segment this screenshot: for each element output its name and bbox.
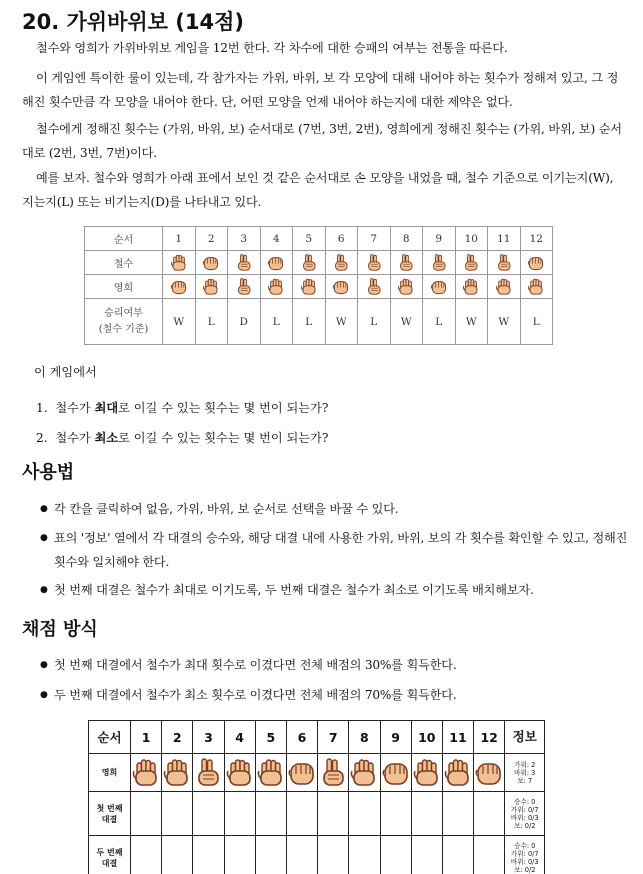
match-1-row [89, 792, 545, 836]
match-2-cell-8[interactable] [349, 836, 380, 874]
younghee-info-scissors: 가위: 2 [514, 760, 536, 769]
rock-hand-icon [267, 254, 285, 272]
rock-hand-icon [527, 254, 545, 272]
match-2-cell-5[interactable] [255, 836, 286, 874]
example-hand-cell [520, 275, 553, 299]
paper-hand-icon [170, 254, 188, 272]
interactive-num-cell: 6 [286, 721, 317, 754]
problem-paragraph-2: 이 게임엔 특이한 룰이 있는데, 각 참가자는 가위, 바위, 보 각 모양에 대해 내어야 하는 횟수가 정해져 있고, 그 정해진 횟수만큼 각 모양을 내어야 한다. 단, 어떤 모양을 언제 내어야 하는지에 대한 제약은 없다. [22, 71, 619, 109]
interactive-table [88, 720, 545, 874]
example-hand-cell [455, 251, 488, 275]
interactive-num-cell: 9 [380, 721, 411, 754]
scissors-hand-icon [462, 254, 480, 272]
example-hand-cell [488, 251, 521, 275]
example-result-cell: W [325, 299, 358, 345]
question-2-post: 로 이길 수 있는 횟수는 몇 번이 되는가? [118, 431, 329, 445]
question-2 [36, 429, 328, 446]
match-1-cell-12[interactable] [474, 792, 505, 836]
interactive-num-cell: 10 [411, 721, 442, 754]
example-num-cell: 2 [195, 227, 228, 251]
example-hand-cell [423, 251, 456, 275]
example-num-cell: 9 [423, 227, 456, 251]
paper-hand-icon [131, 758, 161, 788]
interactive-num-cell: 3 [193, 721, 224, 754]
paper-hand-icon [300, 278, 318, 296]
example-num-cell: 7 [358, 227, 391, 251]
match-2-label [89, 836, 131, 874]
scissors-hand-icon [193, 758, 223, 788]
interactive-younghee-label: 영희 [89, 754, 131, 792]
interactive-header-label: 순서 [89, 721, 131, 754]
interactive-num-cell: 4 [224, 721, 255, 754]
scissors-hand-icon [495, 254, 513, 272]
rock-hand-icon [170, 278, 188, 296]
example-hand-cell [195, 251, 228, 275]
paper-hand-icon [495, 278, 513, 296]
younghee-hand-cell [162, 754, 193, 792]
example-hand-cell [325, 275, 358, 299]
match-2-row [89, 836, 545, 874]
question-1-bold: 최대 [94, 401, 119, 415]
match-2-cell-7[interactable] [318, 836, 349, 874]
interactive-num-cell: 5 [255, 721, 286, 754]
paper-hand-icon [267, 278, 285, 296]
interactive-num-cell: 1 [131, 721, 162, 754]
match-1-label-line2: 대결 [101, 814, 118, 824]
grading-bullet-1: ● 첫 번째 대결에서 철수가 최대 횟수로 이겼다면 전체 배점의 30%를 획득한다. [40, 653, 630, 677]
match-1-cell-3[interactable] [193, 792, 224, 836]
example-header-label: 순서 [85, 227, 163, 251]
example-num-cell: 4 [260, 227, 293, 251]
example-result-cell: L [293, 299, 326, 345]
match-1-info-wins: 승수: 0 [514, 797, 536, 806]
interactive-num-cell: 8 [349, 721, 380, 754]
match-2-label-line2: 대결 [101, 858, 118, 868]
younghee-hand-cell [349, 754, 380, 792]
usage-bullet-2: ● 표의 '정보' 열에서 각 대결의 승수와, 해당 대결 내에 사용한 가위, 바위, 보의 각 횟수를 확인할 수 있고, 정해진 횟수와 일치해야 한다. [40, 526, 630, 574]
example-num-cell: 12 [520, 227, 553, 251]
match-2-cell-11[interactable] [442, 836, 473, 874]
grading-bullet-2: ● 두 번째 대결에서 철수가 최소 횟수로 이겼다면 전체 배점의 70%를 획득한다. [40, 683, 630, 707]
paper-hand-icon [527, 278, 545, 296]
example-younghee-label: 영희 [85, 275, 163, 299]
example-hand-cell [520, 251, 553, 275]
match-2-info-scissors: 가위: 0/7 [510, 849, 539, 858]
grading-heading: 채점 방식 [22, 619, 98, 640]
example-result-label-line1: 승리여부 [104, 307, 143, 319]
match-1-cell-1[interactable] [131, 792, 162, 836]
younghee-hand-cell [286, 754, 317, 792]
younghee-hand-cell [224, 754, 255, 792]
example-result-label [85, 299, 163, 345]
example-hand-cell [390, 275, 423, 299]
rock-hand-icon [287, 758, 317, 788]
example-hand-cell [163, 275, 196, 299]
example-result-row [85, 299, 553, 345]
interactive-num-cell: 2 [162, 721, 193, 754]
example-hand-cell [293, 251, 326, 275]
example-hand-cell [488, 275, 521, 299]
example-hand-cell [455, 275, 488, 299]
scissors-hand-icon [397, 254, 415, 272]
paper-hand-icon [162, 758, 192, 788]
example-hand-cell [358, 251, 391, 275]
paper-hand-icon [256, 758, 286, 788]
younghee-info [505, 754, 545, 792]
match-2-cell-2[interactable] [162, 836, 193, 874]
match-1-info-scissors: 가위: 0/7 [510, 805, 539, 814]
match-2-label-line1: 두 번째 [96, 847, 123, 857]
scissors-hand-icon [318, 758, 348, 788]
younghee-info-rock: 바위: 3 [514, 768, 536, 777]
example-header-row [85, 227, 553, 251]
match-1-info-paper: 보: 0/2 [514, 821, 536, 830]
example-hand-cell [358, 275, 391, 299]
rock-hand-icon [430, 278, 448, 296]
problem-paragraph-4: 예를 보자. 철수와 영희가 아래 표에서 보인 것 같은 순서대로 손 모양을 내었을 때, 철수 기준으로 이기는지(W), 지는지(L) 또는 비기는지(D)를 나타내고 있다. [22, 171, 614, 209]
paper-hand-icon [443, 758, 473, 788]
match-2-cell-1[interactable] [131, 836, 162, 874]
example-hand-cell [228, 275, 261, 299]
match-1-cell-10[interactable] [411, 792, 442, 836]
problem-paragraph-3: 철수에게 정해진 횟수는 (가위, 바위, 보) 순서대로 (7번, 3번, 2번), 영희에게 정해진 횟수는 (가위, 바위, 보) 순서대로 (2번, 3번, 7번)이다. [22, 122, 622, 160]
match-2-cell-6[interactable] [286, 836, 317, 874]
example-result-cell: W [163, 299, 196, 345]
younghee-info-paper: 보: 7 [517, 776, 533, 785]
match-1-cell-6[interactable] [286, 792, 317, 836]
example-hand-cell [163, 251, 196, 275]
match-1-cell-7[interactable] [318, 792, 349, 836]
paper-hand-icon [225, 758, 255, 788]
scissors-hand-icon [235, 254, 253, 272]
example-result-cell: L [358, 299, 391, 345]
example-result-cell: W [488, 299, 521, 345]
rock-hand-icon [332, 278, 350, 296]
usage-bullet-1: ● 각 칸을 클릭하여 없음, 가위, 바위, 보 순서로 선택을 바꿀 수 있다. [40, 497, 630, 521]
younghee-hand-cell [255, 754, 286, 792]
paper-hand-icon [202, 278, 220, 296]
match-2-cell-12[interactable] [474, 836, 505, 874]
scissors-hand-icon [365, 254, 383, 272]
match-2-cell-10[interactable] [411, 836, 442, 874]
example-younghee-row [85, 275, 553, 299]
example-result-cell: W [390, 299, 423, 345]
scissors-hand-icon [300, 254, 318, 272]
example-hand-cell [195, 275, 228, 299]
younghee-hand-cell [380, 754, 411, 792]
match-2-info [505, 836, 545, 874]
match-2-info-wins: 승수: 0 [514, 841, 536, 850]
scissors-hand-icon [235, 278, 253, 296]
match-1-label [89, 792, 131, 836]
example-hand-cell [293, 275, 326, 299]
younghee-hand-cell [193, 754, 224, 792]
example-hand-cell [423, 275, 456, 299]
example-result-cell: W [455, 299, 488, 345]
match-1-label-line1: 첫 번째 [96, 803, 123, 813]
interactive-younghee-row [89, 754, 545, 792]
example-result-cell: L [260, 299, 293, 345]
example-hand-cell [390, 251, 423, 275]
interactive-num-cell: 12 [474, 721, 505, 754]
match-1-cell-4[interactable] [224, 792, 255, 836]
scissors-hand-icon [430, 254, 448, 272]
younghee-hand-cell [411, 754, 442, 792]
example-result-cell: L [520, 299, 553, 345]
younghee-hand-cell [131, 754, 162, 792]
paper-hand-icon [349, 758, 379, 788]
match-1-cell-2[interactable] [162, 792, 193, 836]
example-num-cell: 3 [228, 227, 261, 251]
problem-paragraph-1: 철수와 영희가 가위바위보 게임을 12번 한다. 각 차수에 대한 승패의 여부는 전통을 따른다. [36, 41, 508, 55]
example-hand-cell [260, 275, 293, 299]
scissors-hand-icon [365, 278, 383, 296]
paper-hand-icon [462, 278, 480, 296]
younghee-hand-cell [442, 754, 473, 792]
rock-hand-icon [474, 758, 504, 788]
match-2-cell-3[interactable] [193, 836, 224, 874]
question-2-number: 2. [36, 431, 48, 445]
example-num-cell: 10 [455, 227, 488, 251]
page-title: 20. 가위바위보 (14점) [22, 10, 244, 34]
match-2-info-paper: 보: 0/2 [514, 865, 536, 874]
example-cheolsu-label: 철수 [85, 251, 163, 275]
question-2-bold: 최소 [94, 431, 119, 445]
question-1-post: 로 이길 수 있는 횟수는 몇 번이 되는가? [118, 401, 329, 415]
match-1-cell-11[interactable] [442, 792, 473, 836]
example-num-cell: 5 [293, 227, 326, 251]
interactive-num-cell: 11 [442, 721, 473, 754]
match-1-info-rock: 바위: 0/3 [510, 813, 539, 822]
example-result-label-line2: (철수 기준) [98, 323, 149, 335]
example-hand-cell [260, 251, 293, 275]
match-1-cell-5[interactable] [255, 792, 286, 836]
question-intro: 이 게임에서 [34, 365, 97, 379]
younghee-hand-cell [318, 754, 349, 792]
usage-heading: 사용법 [22, 462, 75, 483]
usage-bullet-3: ● 첫 번째 대결은 철수가 최대로 이기도록, 두 번째 대결은 철수가 최소로 이기도록 배치해보자. [40, 578, 630, 602]
match-1-cell-9[interactable] [380, 792, 411, 836]
example-num-cell: 8 [390, 227, 423, 251]
example-result-cell: L [195, 299, 228, 345]
example-result-cell: L [423, 299, 456, 345]
scissors-hand-icon [332, 254, 350, 272]
match-1-info [505, 792, 545, 836]
question-1 [36, 399, 328, 416]
example-num-cell: 6 [325, 227, 358, 251]
example-hand-cell [228, 251, 261, 275]
interactive-header-row [89, 721, 545, 754]
example-table [84, 226, 553, 345]
example-hand-cell [325, 251, 358, 275]
example-cheolsu-row [85, 251, 553, 275]
rock-hand-icon [381, 758, 411, 788]
younghee-hand-cell [474, 754, 505, 792]
match-2-cell-9[interactable] [380, 836, 411, 874]
paper-hand-icon [412, 758, 442, 788]
question-1-number: 1. [36, 401, 48, 415]
paper-hand-icon [397, 278, 415, 296]
match-1-cell-8[interactable] [349, 792, 380, 836]
example-result-cell: D [228, 299, 261, 345]
question-1-pre: 철수가 [55, 401, 95, 415]
match-2-info-rock: 바위: 0/3 [510, 857, 539, 866]
example-num-cell: 11 [488, 227, 521, 251]
interactive-info-label: 정보 [505, 721, 545, 754]
question-2-pre: 철수가 [55, 431, 95, 445]
rock-hand-icon [202, 254, 220, 272]
match-2-cell-4[interactable] [224, 836, 255, 874]
example-num-cell: 1 [163, 227, 196, 251]
interactive-num-cell: 7 [318, 721, 349, 754]
